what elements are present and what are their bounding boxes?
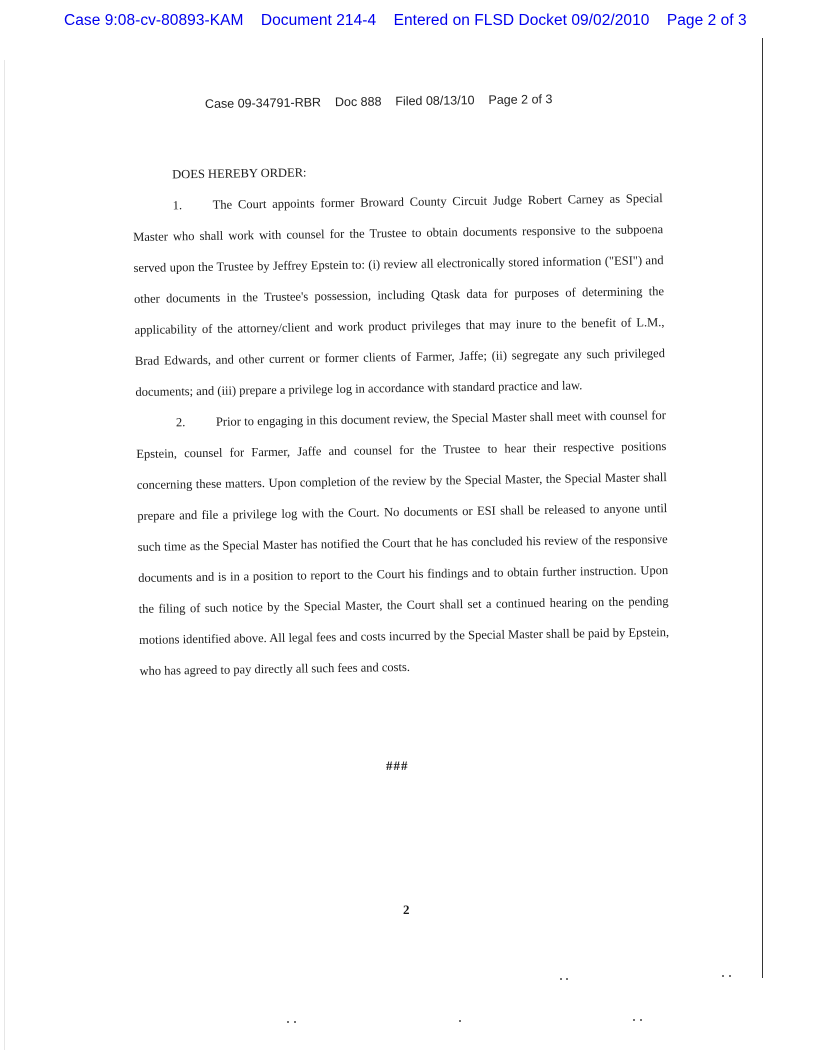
page-number: 2 (403, 902, 410, 917)
scan-speck (640, 1019, 642, 1021)
docket-stamp-header: Case 9:08-cv-80893-KAM Document 214-4 Entered on FLSD Docket 09/02/2010 Page 2 of 3 (64, 12, 747, 29)
end-of-order-mark: ### (386, 758, 409, 773)
scan-speck (566, 978, 568, 980)
order-heading: DOES HEREBY ORDER: (172, 165, 307, 182)
order-paragraph-2 (136, 400, 670, 687)
scan-edge-right (762, 38, 763, 978)
scan-edge-left (4, 60, 5, 1050)
bankruptcy-case-header: Case 09-34791-RBR Doc 888 Filed 08/13/10 Page 2 of 3 (204, 92, 553, 111)
scan-speck (287, 1021, 289, 1023)
scan-speck (633, 1019, 635, 1021)
scan-speck (729, 975, 731, 977)
scan-speck (560, 978, 562, 980)
order-paragraph-1 (132, 183, 665, 408)
paragraph-text: Prior to engaging in this document review, the Special Master shall meet with counsel for Epstein, counsel for Farmer, Jaffe and counsel for the Trustee to hear their respective positions concerning these matters. Upon completion of the review by the Special Master, the Special Master shall prepare and file a privilege log with the Court. No documents or ESI shall be released to anyone until such time as the Special Master has notified the Court that he has concluded his review of the responsive documents and is in a position to report to the Court his findings and to obtain further instruction. Upon the filing of such notice by the Special Master, the Court shall set a continued hearing on the pending motions identified above. All legal fees and costs incurred by the Special Master shall be paid by Epstein, who has agreed to pay directly all such fees and costs. (136, 408, 670, 678)
paragraph-number: 2. (175, 415, 186, 430)
scan-speck (722, 975, 724, 977)
order-body (132, 152, 670, 687)
scan-speck (294, 1021, 296, 1023)
paragraph-number: 1. (172, 198, 183, 213)
scan-speck (459, 1020, 461, 1022)
paragraph-text: The Court appoints former Broward County Circuit Judge Robert Carney as Special Master who shall work with counsel for the Trustee to obtain documents responsive to the subpoena served upon the Trustee by Jeffrey Epstein to: (i) review all electronically stored information ("ESI") and other documents in the Trustee's possession, including Qtask data for purposes of determining the applicability of the attorney/client and work product privileges that may inure to the benefit of L.M., Brad Edwards, and other current or former clients of Farmer, Jaffe; (ii) segregate any such privileged documents; and (iii) prepare a privilege log in accordance with standard practice and law. (133, 191, 666, 399)
